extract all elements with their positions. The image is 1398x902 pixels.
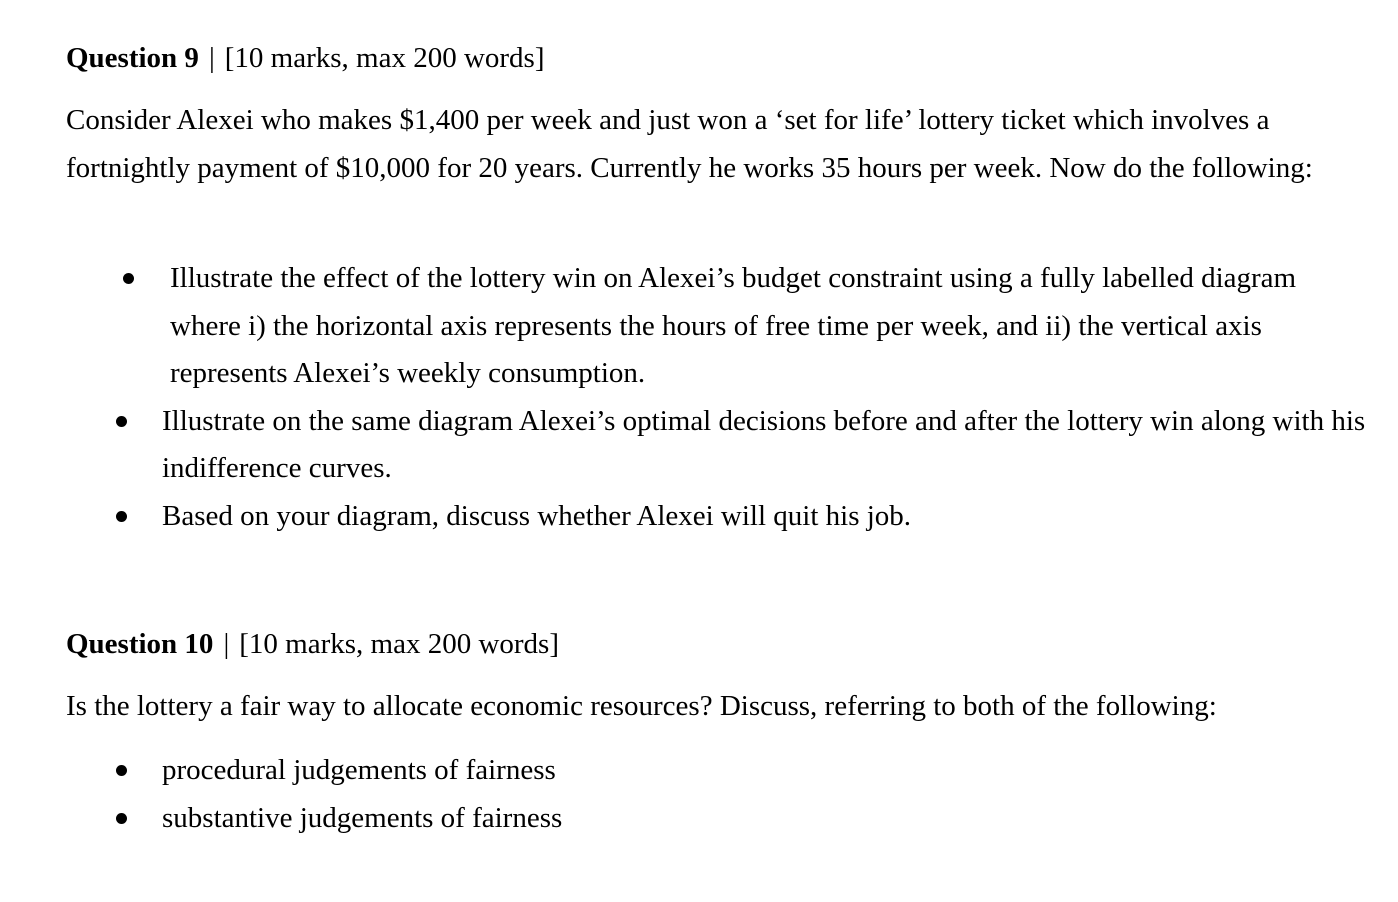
question-9-marks: [10 marks, max 200 words] bbox=[224, 42, 545, 74]
bullet-dot-icon bbox=[116, 765, 127, 776]
question-10-bullet-2: substantive judgements of fairness bbox=[162, 801, 563, 834]
list-item bbox=[66, 493, 1366, 541]
list-item bbox=[66, 795, 1366, 843]
question-9-bullet-2: Illustrate on the same diagram Alexei’s optimal decisions before and after the lottery win along with his indifference curves. bbox=[162, 404, 1366, 484]
bullet-dot-icon bbox=[116, 813, 127, 824]
question-10-title: Question 10 bbox=[66, 628, 214, 660]
question-9-bullet-1: Illustrate the effect of the lottery win on Alexei’s budget constraint using a fully labelled diagram where i) the horizontal axis represents the hours of free time per week, and ii) the vertical axis represents Alexei’s weekly consumption. bbox=[170, 262, 1297, 389]
bullet-dot-icon bbox=[116, 511, 127, 522]
question-9-title: Question 9 bbox=[66, 42, 199, 74]
question-9-heading bbox=[66, 40, 545, 76]
question-10-bullet-1: procedural judgements of fairness bbox=[162, 754, 556, 786]
question-9-separator: | bbox=[208, 42, 215, 74]
question-9-intro: Consider Alexei who makes $1,400 per week and just won a ‘set for life’ lottery ticket which involves a fortnightly payment of $10,000 for 20 years. Currently he works 35 hours per week. Now do the following: bbox=[66, 104, 1313, 184]
question-9-bullet-list bbox=[66, 255, 1366, 540]
list-item bbox=[66, 747, 1366, 795]
question-10-marks: [10 marks, max 200 words] bbox=[239, 628, 560, 660]
list-item bbox=[66, 255, 1366, 398]
question-10-intro: Is the lottery a fair way to allocate economic resources? Discuss, referring to both of the following: bbox=[66, 690, 1217, 722]
question-9-bullet-3: Based on your diagram, discuss whether Alexei will quit his job. bbox=[162, 499, 912, 532]
bullet-dot-icon bbox=[116, 416, 127, 427]
question-10-heading bbox=[66, 626, 559, 662]
bullet-dot-icon bbox=[123, 273, 134, 284]
question-10-bullet-list bbox=[66, 747, 1366, 842]
question-10-separator: | bbox=[223, 628, 230, 660]
list-item bbox=[66, 398, 1366, 493]
